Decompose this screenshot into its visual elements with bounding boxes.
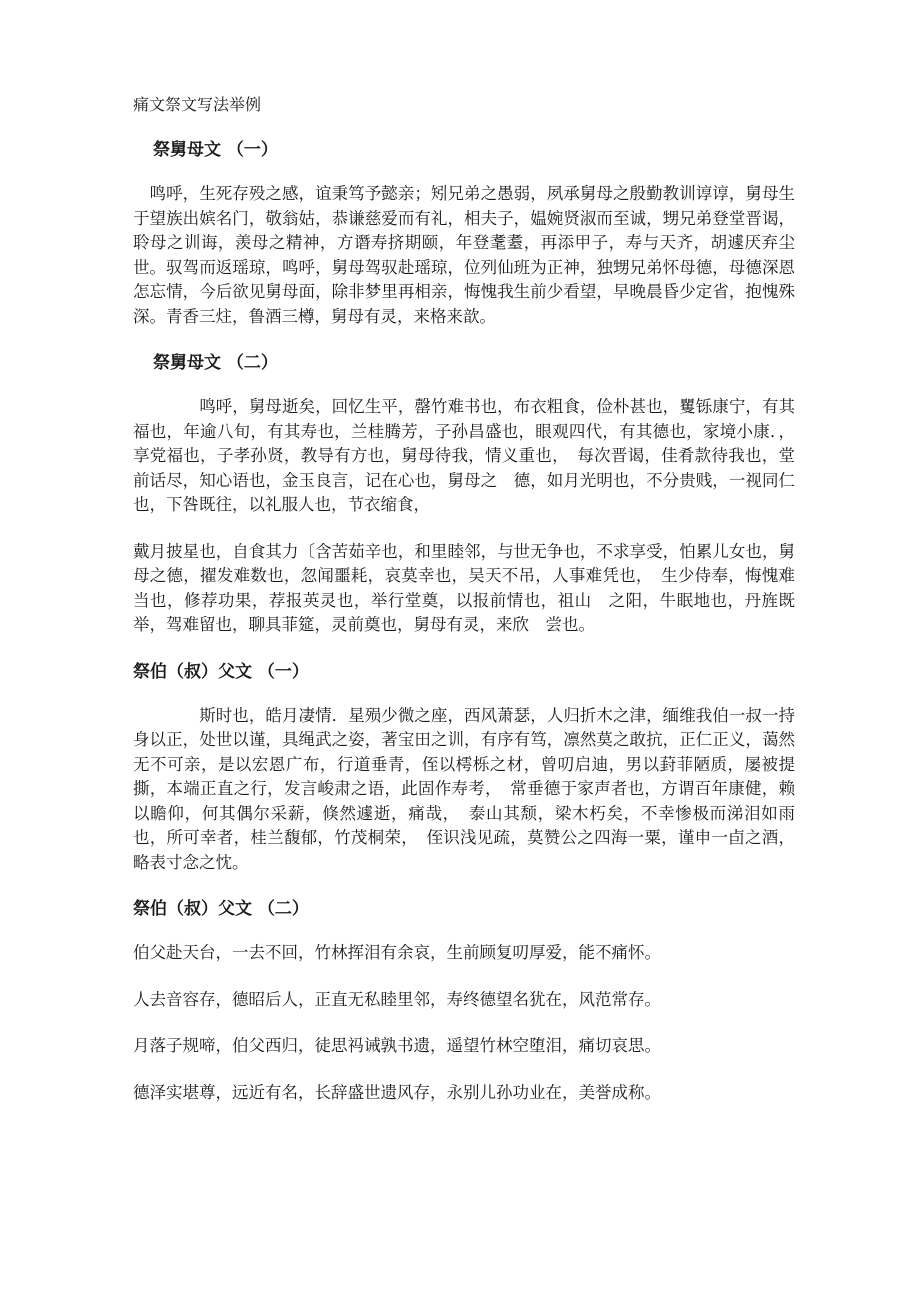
section-heading-1: 祭舅母文 （一）	[153, 140, 278, 160]
document-title: 痛文祭文写法举例	[133, 95, 262, 114]
verse-line-4: 德泽实堪尊，远近有名，长辞盛世遗风存，永别儿孙功业在，美誉成称。	[133, 1082, 661, 1102]
verse-line-2: 人去音容存，德昭后人，正直无私睦里邻，寿终德望名犹在，风范常存。	[133, 989, 661, 1009]
section-2-paragraph-1: 鸣呼，舅母逝矣，回忆生平，罄竹难书也，布衣粗食，俭朴甚也，矍铄康宁，有其福也，年逾八旬，有其寿也，兰桂腾芳，子孙昌盛也，眼观四代，有其德也，家境小康．，享党福也，子孝孙贤，教导有方也，舅母待我，情义重也， 每次晋谒，佳肴款待我也，堂前话尽，知心语也，金玉良言，记在心也，舅母之 德，如月光明也，不分贵贱，一视同仁也，下咎既往，以礼服人也，节衣缩食，	[133, 397, 795, 514]
verse-line-1: 伯父赴天台，一去不回，竹林挥泪有余哀，生前顾复叨厚爱，能不痛怀。	[133, 943, 661, 962]
section-1-paragraph-1: 鸣呼，生死存殁之感，谊秉笃予懿亲；矧兄弟之愚弱，夙承舅母之殷勤教训谆谆，舅母生于望族出嫔名门，敬翁姑，恭谦慈爱而有礼，相夫子，媪婉贤淑而至诚，甥兄弟登堂晋谒，聆母之训诲，羡母之精神，方谮寿挤期颐，年登耄耋，再添甲子，寿与天齐，胡遽厌弃尘世。驭驾而返瑶琼，鸣呼，舅母驾驭赴瑶琼，位列仙班为正神，独甥兄弟怀母德，母德深恩怎忘情，今后欲见舅母面，除非梦里再相亲，悔愧我生前少看望，早晚晨昏少定省，抱愧殊深。青香三炷，鲁酒三樽，舅母有灵，来格来歆。	[133, 184, 795, 326]
section-2-paragraph-2: 戴月披星也，自食其力〔含苦茹辛也，和里睦邻，与世无争也，不求享受，怕累儿女也，舅母之德，擢发难数也，忽闻噩耗，哀莫幸也，吴天不吊，人事难凭也， 生少侍奉，悔愧难当也，修荐功果，荐报英灵也，举行堂奠，以报前情也，祖山 之阳，牛眠地也，丹旌既举，驾难留也，聊具菲筵，灵前奠也，舅母有灵，来欣 尝也。	[133, 541, 795, 634]
section-heading-2: 祭舅母文 （二）	[153, 353, 278, 373]
section-3-paragraph-1: 斯时也，皓月凄情．星殒少微之座，西风萧瑟，人归折木之津，缅维我伯一叔一持身以正，处世以谨，具绳武之姿，著宝田之训，有序有笃，凛然莫之敢抗，正仁正义，蔼然无不可亲，是以宏恩广布，行道垂青，侄以樗栎之材，曾叨启迪，男以葑菲陋质，屡被提撕，本端正直之行，发言峻肃之语，此固作寿考， 常垂德于家声者也，方谓百年康健，赖以瞻仰，何其偶尔采薪，倏然遽逝，痛哉， 泰山其颓，梁木朽矣，不幸惨极而涕泪如雨也，所可幸者，桂兰馥郁，竹茂桐荣， 侄识浅见疏，莫赞公之四海一粟，谨申一卣之酒，略表寸念之忱。	[133, 705, 795, 872]
verse-line-3: 月落子规啼，伯父西归，徒思祃诫孰书遗，遥望竹林空堕泪，痛切哀思。	[133, 1036, 661, 1055]
document-page	[133, 94, 795, 1105]
section-heading-3: 祭伯（叔）父文 （一）	[133, 661, 309, 682]
section-heading-4: 祭伯（叔）父文 （二）	[133, 899, 309, 919]
